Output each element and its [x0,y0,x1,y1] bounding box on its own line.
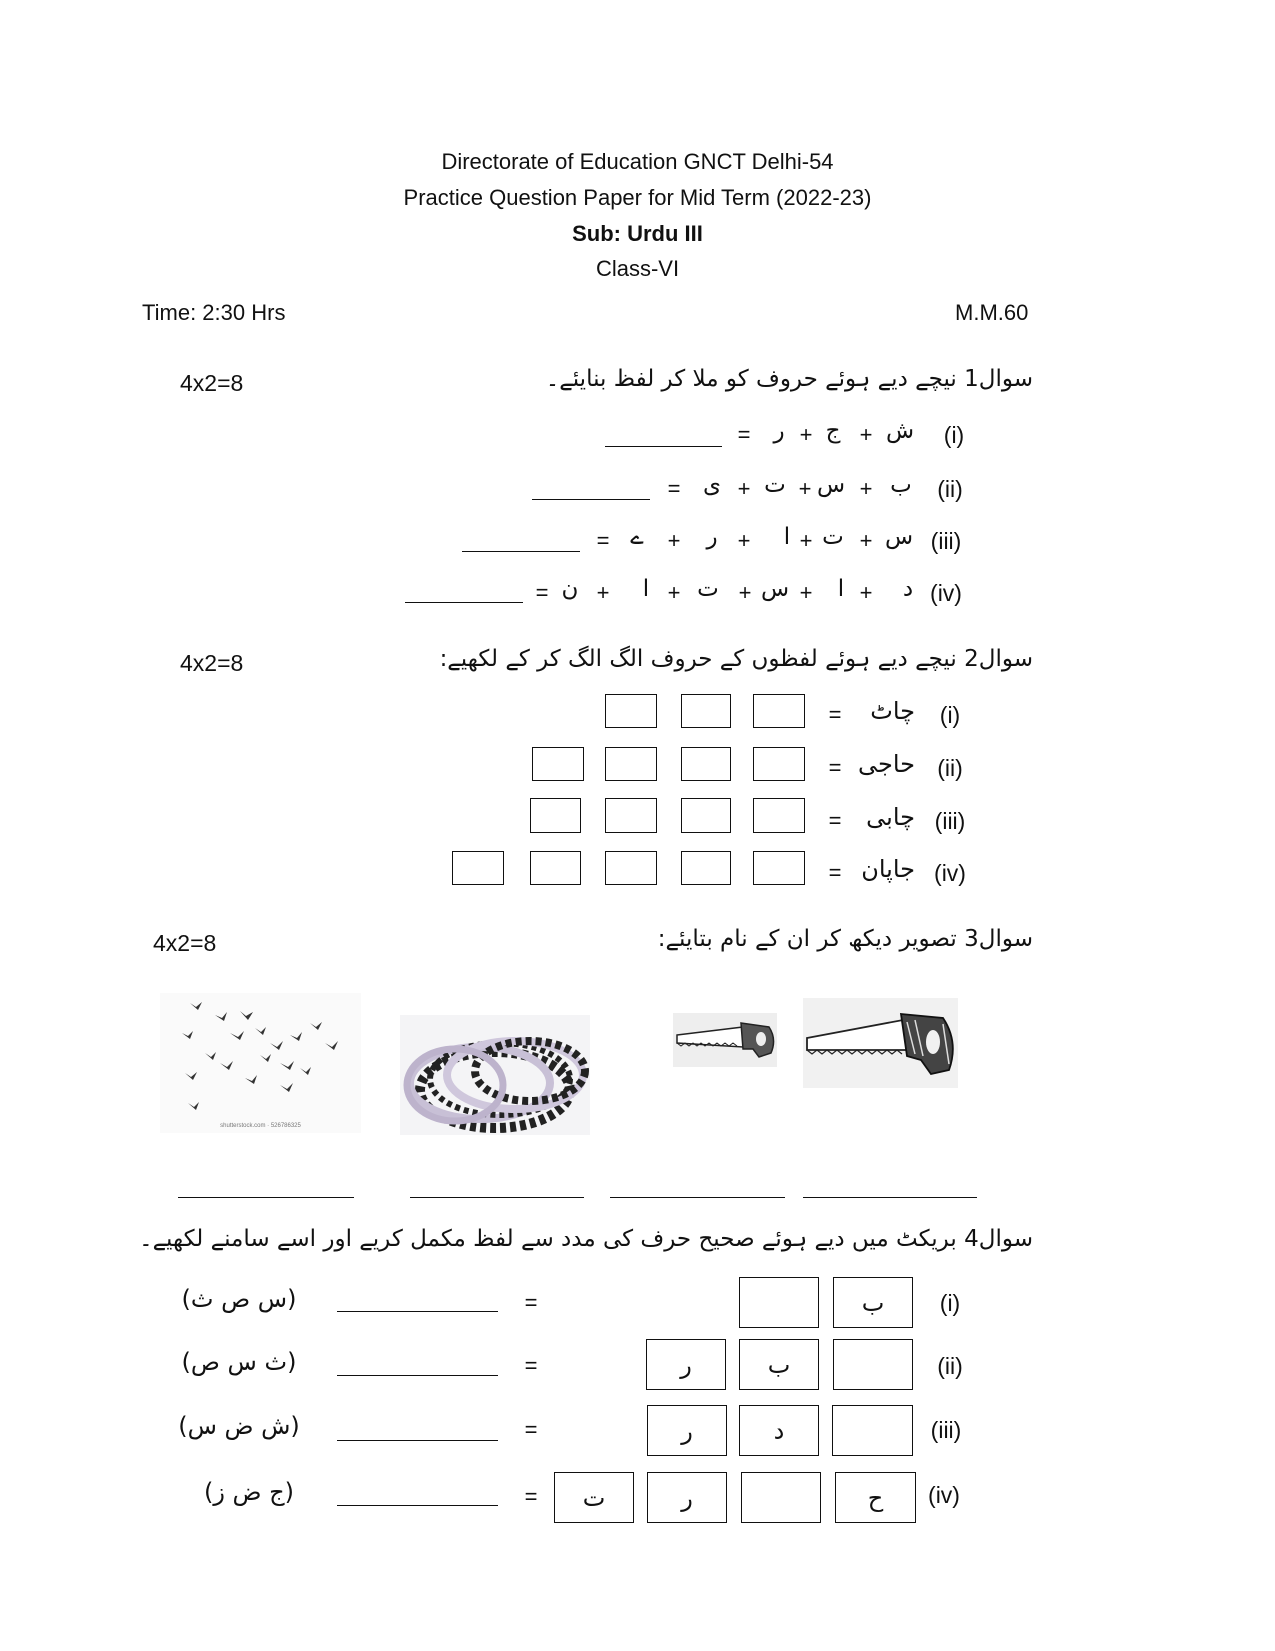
q1-plus: + [738,580,752,605]
header-line-2: Practice Question Paper for Mid Term (2022-23) [403,185,872,210]
q1-plus: + [667,580,681,605]
q4-blank-cell[interactable] [741,1472,821,1523]
q1-letter: ے [630,524,644,550]
q4-letter-cell: ب [739,1339,819,1390]
q4-answer-blank[interactable] [337,1505,498,1506]
q4-blank-cell[interactable] [832,1405,913,1456]
q3-answer-blank[interactable] [178,1197,354,1198]
q2-letter-box[interactable] [605,694,657,728]
q1-letter: ر [773,418,785,444]
q4-row-num: (iii) [930,1417,962,1443]
q1-letter: ت [764,472,786,498]
q1-row-num: (i) [943,422,965,448]
q4-equals: = [524,1484,538,1509]
q2-letter-box[interactable] [753,798,805,833]
q1-letter: ت [697,576,719,602]
q2-letter-box[interactable] [605,798,657,833]
q1-equals: = [737,422,751,447]
q4-row-num: (ii) [937,1353,963,1379]
large-saw-icon [803,998,958,1088]
image-watermark: shutterstock.com · 526786325 [220,1123,301,1129]
q1-title: سوال1 نیچے دیے ہوئے حروف کو ملا کر لفظ بنایئے۔ [545,366,1033,392]
header-line-1: Directorate of Education GNCT Delhi-54 [441,149,834,174]
q4-letter-cell: ت [554,1472,634,1523]
q1-equals: = [596,528,610,553]
q1-letter: س [816,472,846,498]
birds-picture [160,993,361,1133]
q2-letter-box[interactable] [452,851,504,885]
q1-answer-blank[interactable] [605,446,722,447]
large-saw-picture [803,998,958,1088]
q2-row-num: (iv) [934,860,966,886]
q4-row-num: (iv) [928,1482,960,1508]
q1-letter: ر [706,524,718,550]
q1-marks: 4x2=8 [180,370,244,396]
q4-blank-cell[interactable] [739,1277,819,1328]
q2-letter-box[interactable] [681,694,731,728]
q1-letter: ج [825,418,841,444]
q1-letter: ا [783,524,791,550]
q1-plus: + [798,476,812,501]
q4-equals: = [524,1353,538,1378]
q4-blank-cell[interactable] [833,1339,913,1390]
q2-word: حاجی [858,750,915,778]
q1-plus: + [799,528,813,553]
q2-row-num: (iii) [934,808,966,834]
q3-answer-blank[interactable] [410,1197,584,1198]
q2-letter-box[interactable] [530,851,581,885]
q2-equals: = [828,755,842,780]
q1-row-num: (iv) [930,580,962,606]
q2-letter-box[interactable] [605,851,657,885]
q2-letter-box[interactable] [530,798,581,833]
q1-letter: د [902,576,914,602]
q4-equals: = [524,1290,538,1315]
q1-plus: + [667,528,681,553]
q4-row-num: (i) [939,1290,961,1316]
bangles-picture [400,1015,590,1135]
q1-letter: ن [561,576,579,602]
q3-marks: 4x2=8 [153,930,217,956]
q1-letter: ی [702,472,721,498]
q2-letter-box[interactable] [681,747,731,781]
q4-answer-blank[interactable] [337,1375,498,1376]
q2-letter-box[interactable] [753,694,805,728]
birds-flock-icon [160,993,361,1133]
q1-plus: + [799,580,813,605]
q4-letter-cell: ح [835,1472,916,1523]
q1-letter: ت [822,524,844,550]
subject-title: Sub: Urdu III [572,221,703,246]
q1-answer-blank[interactable] [462,551,580,552]
q2-row-num: (ii) [937,755,963,781]
q2-equals: = [828,860,842,885]
q4-title: سوال4 بریکٹ میں دیے ہوئے صحیح حرف کی مدد سے لفظ مکمل کریے اور اسے سامنے لکھیے۔ [139,1226,1033,1252]
q3-answer-blank[interactable] [803,1197,977,1198]
time-allowed: Time: 2:30 Hrs [142,300,286,325]
q1-plus: + [859,580,873,605]
q4-letter-cell: ب [833,1277,913,1328]
q4-answer-blank[interactable] [337,1440,498,1441]
q2-equals: = [828,702,842,727]
q2-letter-box[interactable] [532,747,584,781]
q4-answer-blank[interactable] [337,1311,498,1312]
q2-letter-box[interactable] [681,798,731,833]
q4-letter-cell: د [739,1405,819,1456]
q4-options: (س ص ث) [181,1285,297,1313]
q2-marks: 4x2=8 [180,650,244,676]
q1-plus: + [596,580,610,605]
q2-letter-box[interactable] [753,851,805,885]
small-saw-icon [673,1013,777,1067]
q3-answer-blank[interactable] [610,1197,785,1198]
q1-plus: + [859,476,873,501]
q2-letter-box[interactable] [753,747,805,781]
q1-equals: = [535,580,549,605]
q1-row-num: (iii) [930,528,962,554]
q1-plus: + [799,422,813,447]
bangles-icon [400,1015,590,1135]
q2-title: سوال2 نیچے دیے ہوئے لفظوں کے حروف الگ الگ کر کے لکھیے: [439,646,1033,672]
q1-plus: + [859,422,873,447]
q1-letter: ب [890,472,912,498]
q4-options: (ث س ص) [181,1348,297,1376]
q2-letter-box[interactable] [681,851,731,885]
q1-letter: ا [642,576,650,602]
class-title: Class-VI [595,256,680,281]
q1-plus: + [737,476,751,501]
q1-plus: + [737,528,751,553]
q1-letter: ا [837,576,845,602]
q4-equals: = [524,1417,538,1442]
q2-equals: = [828,808,842,833]
q4-letter-cell: ر [647,1405,727,1456]
q4-options: (ج ض ز) [203,1478,295,1506]
small-saw-picture [673,1013,777,1067]
q1-letter: س [884,524,914,550]
q4-letter-cell: ر [646,1339,726,1390]
q1-letter: ش [885,418,915,444]
q1-equals: = [667,476,681,501]
q2-word: چابی [866,803,915,831]
q4-letter-cell: ر [647,1472,727,1523]
q2-letter-box[interactable] [605,747,657,781]
q2-word: چاٹ [870,697,915,725]
q3-title: سوال3 تصویر دیکھ کر ان کے نام بتایئے: [657,926,1033,952]
q4-options: (ش ض س) [178,1412,300,1440]
q1-letter: س [760,576,790,602]
q1-answer-blank[interactable] [532,499,650,500]
q1-plus: + [859,528,873,553]
max-marks: M.M.60 [955,300,1029,325]
q1-answer-blank[interactable] [405,602,523,603]
q2-row-num: (i) [939,702,961,728]
q2-word: جاپان [861,855,915,883]
q1-row-num: (ii) [937,476,963,502]
